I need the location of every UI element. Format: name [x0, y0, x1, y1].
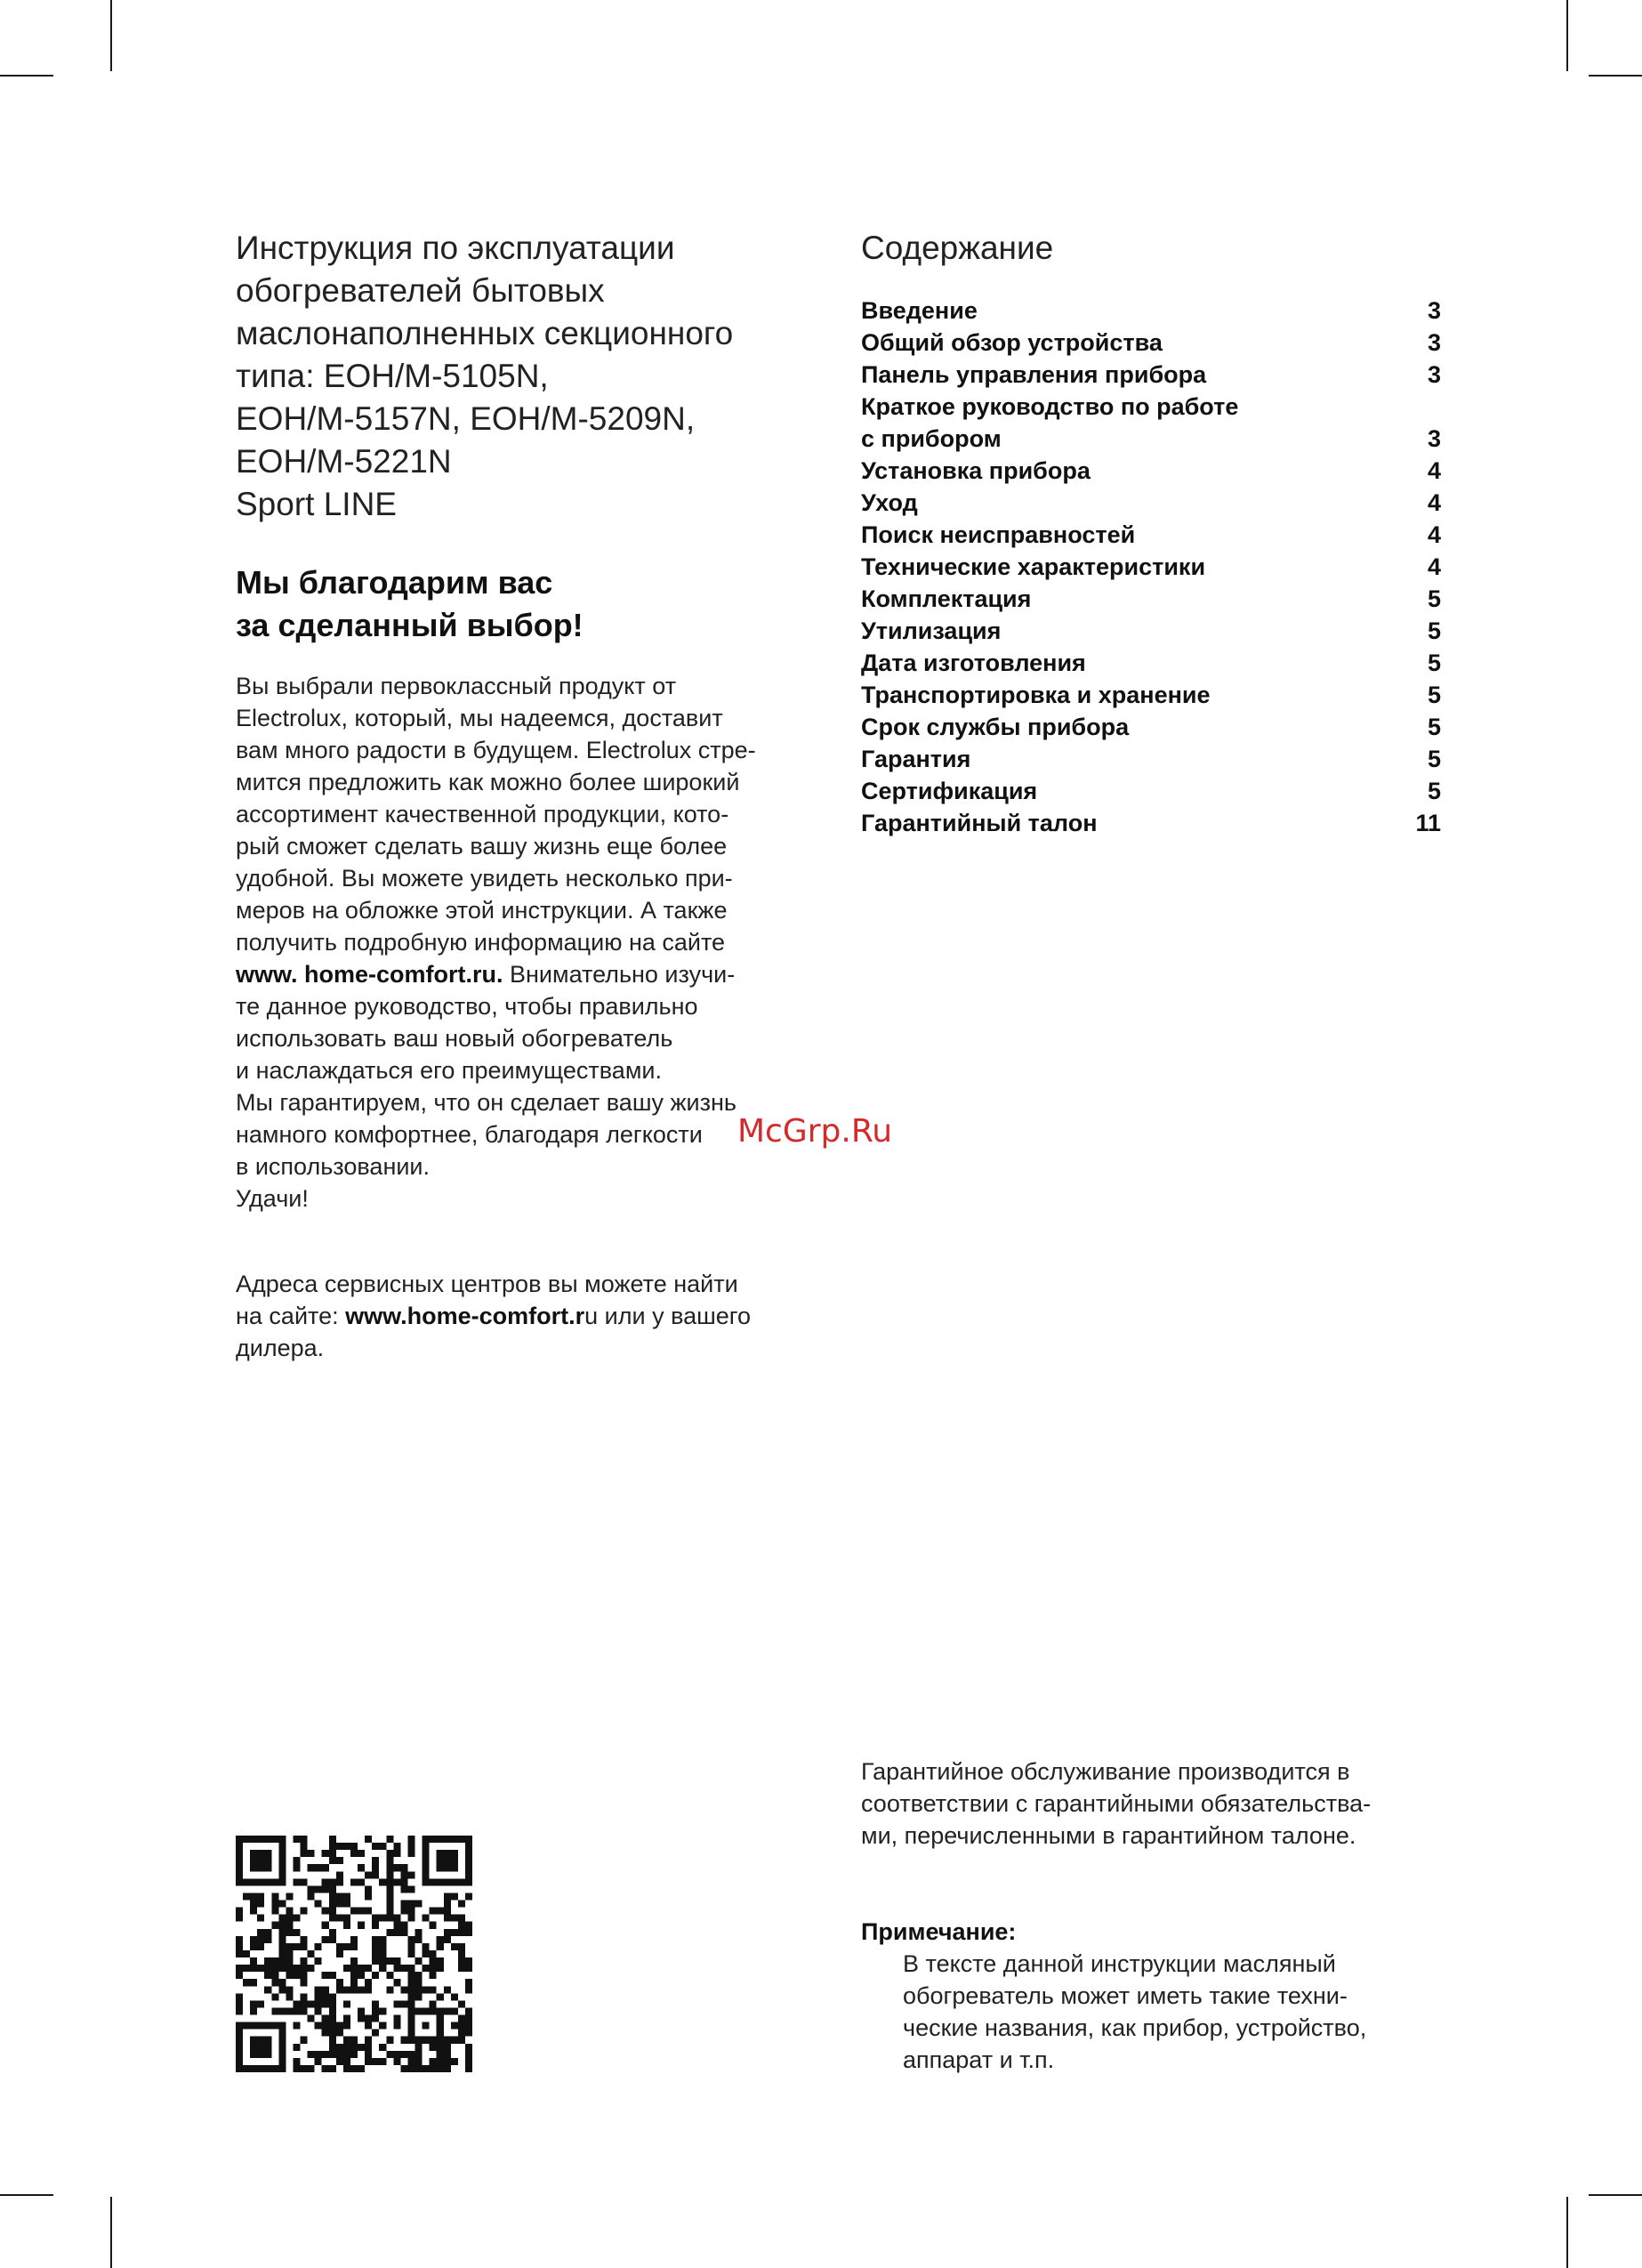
- service-centers-paragraph: Адреса сервисных центров вы можете найти на сайте: www.home-comfort.ru или у вашего дилера.: [236, 1271, 752, 1361]
- toc-item-page: 4: [1427, 521, 1441, 548]
- toc-item[interactable]: [861, 711, 1441, 743]
- toc-item-page: 5: [1427, 585, 1441, 612]
- toc-item-page: 5: [1427, 617, 1441, 644]
- toc-item-page: 5: [1427, 682, 1441, 708]
- crop-mark: [1566, 2197, 1568, 2268]
- note-body: В тексте данной инструкции масляный обогреватель может иметь такие техни- ческие названия, как прибор, устройство, аппарат и т.п.: [903, 1950, 1367, 2073]
- toc-item[interactable]: [861, 295, 1441, 327]
- toc-item-label: с прибором: [861, 425, 1002, 452]
- toc-item-label: Дата изготовления: [861, 650, 1086, 676]
- toc-item-label: Сертификация: [861, 778, 1038, 804]
- toc-item-page: 5: [1427, 714, 1441, 740]
- thanks-heading: Мы благодарим вас за сделанный выбор!: [236, 564, 584, 643]
- qr-code-icon[interactable]: [236, 1836, 472, 2072]
- toc-item-label: Транспортировка и хранение: [861, 682, 1211, 708]
- toc-item-label: Поиск неисправностей: [861, 521, 1136, 548]
- note-block: [861, 1916, 1448, 2076]
- crop-mark: [110, 2197, 112, 2268]
- toc-item-page: 4: [1427, 457, 1441, 484]
- crop-mark: [1589, 75, 1642, 77]
- toc-item-label: Комплектация: [861, 585, 1032, 612]
- intro-paragraph: Вы выбрали первоклассный продукт от Electrolux, который, мы надеемся, доставит вам много радости в будущем. Electrolux стре- мится предложить как можно более широкий ассортимент качественной продукции, кото- рый сможет сделать вашу жизнь еще более удобной. Вы можете увидеть несколько при- меров на обложке этой инструкции. А также получить подробную информацию на сайте www. home-comfort.ru. Внимательно изучи- те данное руководство, чтобы правильно использовать ваш новый обогреватель и наслаждаться его преимуществами. Мы гарантируем, что он сделает вашу жизнь намного комфортнее, благодаря легкости в использовании. Удачи!: [236, 673, 756, 1212]
- toc-item[interactable]: [861, 615, 1441, 647]
- toc-item-label: Краткое руководство по работе: [861, 393, 1239, 420]
- note-title: Примечание:: [861, 1918, 1017, 1945]
- toc-item[interactable]: [861, 327, 1441, 359]
- toc-item[interactable]: [861, 583, 1441, 615]
- toc-item-label: Установка прибора: [861, 457, 1091, 484]
- crop-mark: [0, 2194, 53, 2196]
- service-site-link[interactable]: www.home-comfort.r: [345, 1303, 585, 1329]
- toc-item[interactable]: [861, 743, 1441, 775]
- toc-item-label: Уход: [861, 489, 918, 516]
- toc-item[interactable]: [861, 423, 1441, 455]
- crop-mark: [1589, 2194, 1642, 2196]
- toc-item[interactable]: [861, 679, 1441, 711]
- toc-item[interactable]: [861, 455, 1441, 487]
- toc-item-page: 4: [1427, 489, 1441, 516]
- toc-item-page: 3: [1427, 361, 1441, 388]
- toc-item[interactable]: [861, 391, 1441, 423]
- toc-item-page: 3: [1427, 425, 1441, 452]
- toc-heading: Содержание: [861, 230, 1054, 266]
- toc-item[interactable]: [861, 775, 1441, 807]
- toc-item-label: Введение: [861, 297, 978, 324]
- toc-item-page: 3: [1427, 297, 1441, 324]
- table-of-contents: [861, 227, 1441, 839]
- toc-item[interactable]: [861, 551, 1441, 583]
- toc-item-label: Срок службы прибора: [861, 714, 1130, 740]
- toc-item-page: 5: [1427, 650, 1441, 676]
- toc-item[interactable]: [861, 487, 1441, 519]
- document-title: Инструкция по эксплуатации обогревателей бытовых маслонаполненных секционного типа: EOH/M-5105N, EOH/M-5157N, EOH/M-5209N, EOH/M-5221N Sport LINE: [236, 230, 734, 522]
- toc-item-label: Общий обзор устройства: [861, 329, 1163, 356]
- toc-item[interactable]: [861, 647, 1441, 679]
- toc-item-label: Гарантийный талон: [861, 810, 1098, 836]
- toc-item-page: 11: [1415, 810, 1441, 836]
- toc-item-page: 5: [1427, 746, 1441, 772]
- watermark: McGrp.Ru: [737, 1113, 893, 1150]
- toc-item-label: Гарантия: [861, 746, 971, 772]
- toc-item-label: Технические характеристики: [861, 553, 1206, 580]
- left-column: [236, 227, 823, 1364]
- crop-mark: [1566, 0, 1568, 71]
- toc-item-label: Панель управления прибора: [861, 361, 1207, 388]
- crop-mark: [0, 75, 53, 77]
- warranty-paragraph: Гарантийное обслуживание производится в соответствии с гарантийными обязательства- ми, перечисленными в гарантийном талоне.: [861, 1758, 1372, 1849]
- toc-item-page: 3: [1427, 329, 1441, 356]
- toc-item[interactable]: [861, 807, 1441, 839]
- crop-mark: [110, 0, 112, 71]
- toc-item[interactable]: [861, 359, 1441, 391]
- toc-item[interactable]: [861, 519, 1441, 551]
- toc-item-page: 4: [1427, 553, 1441, 580]
- toc-item-page: 5: [1427, 778, 1441, 804]
- toc-item-label: Утилизация: [861, 617, 1002, 644]
- toc-list: [861, 295, 1441, 839]
- site-link[interactable]: www. home-comfort.ru.: [236, 961, 503, 988]
